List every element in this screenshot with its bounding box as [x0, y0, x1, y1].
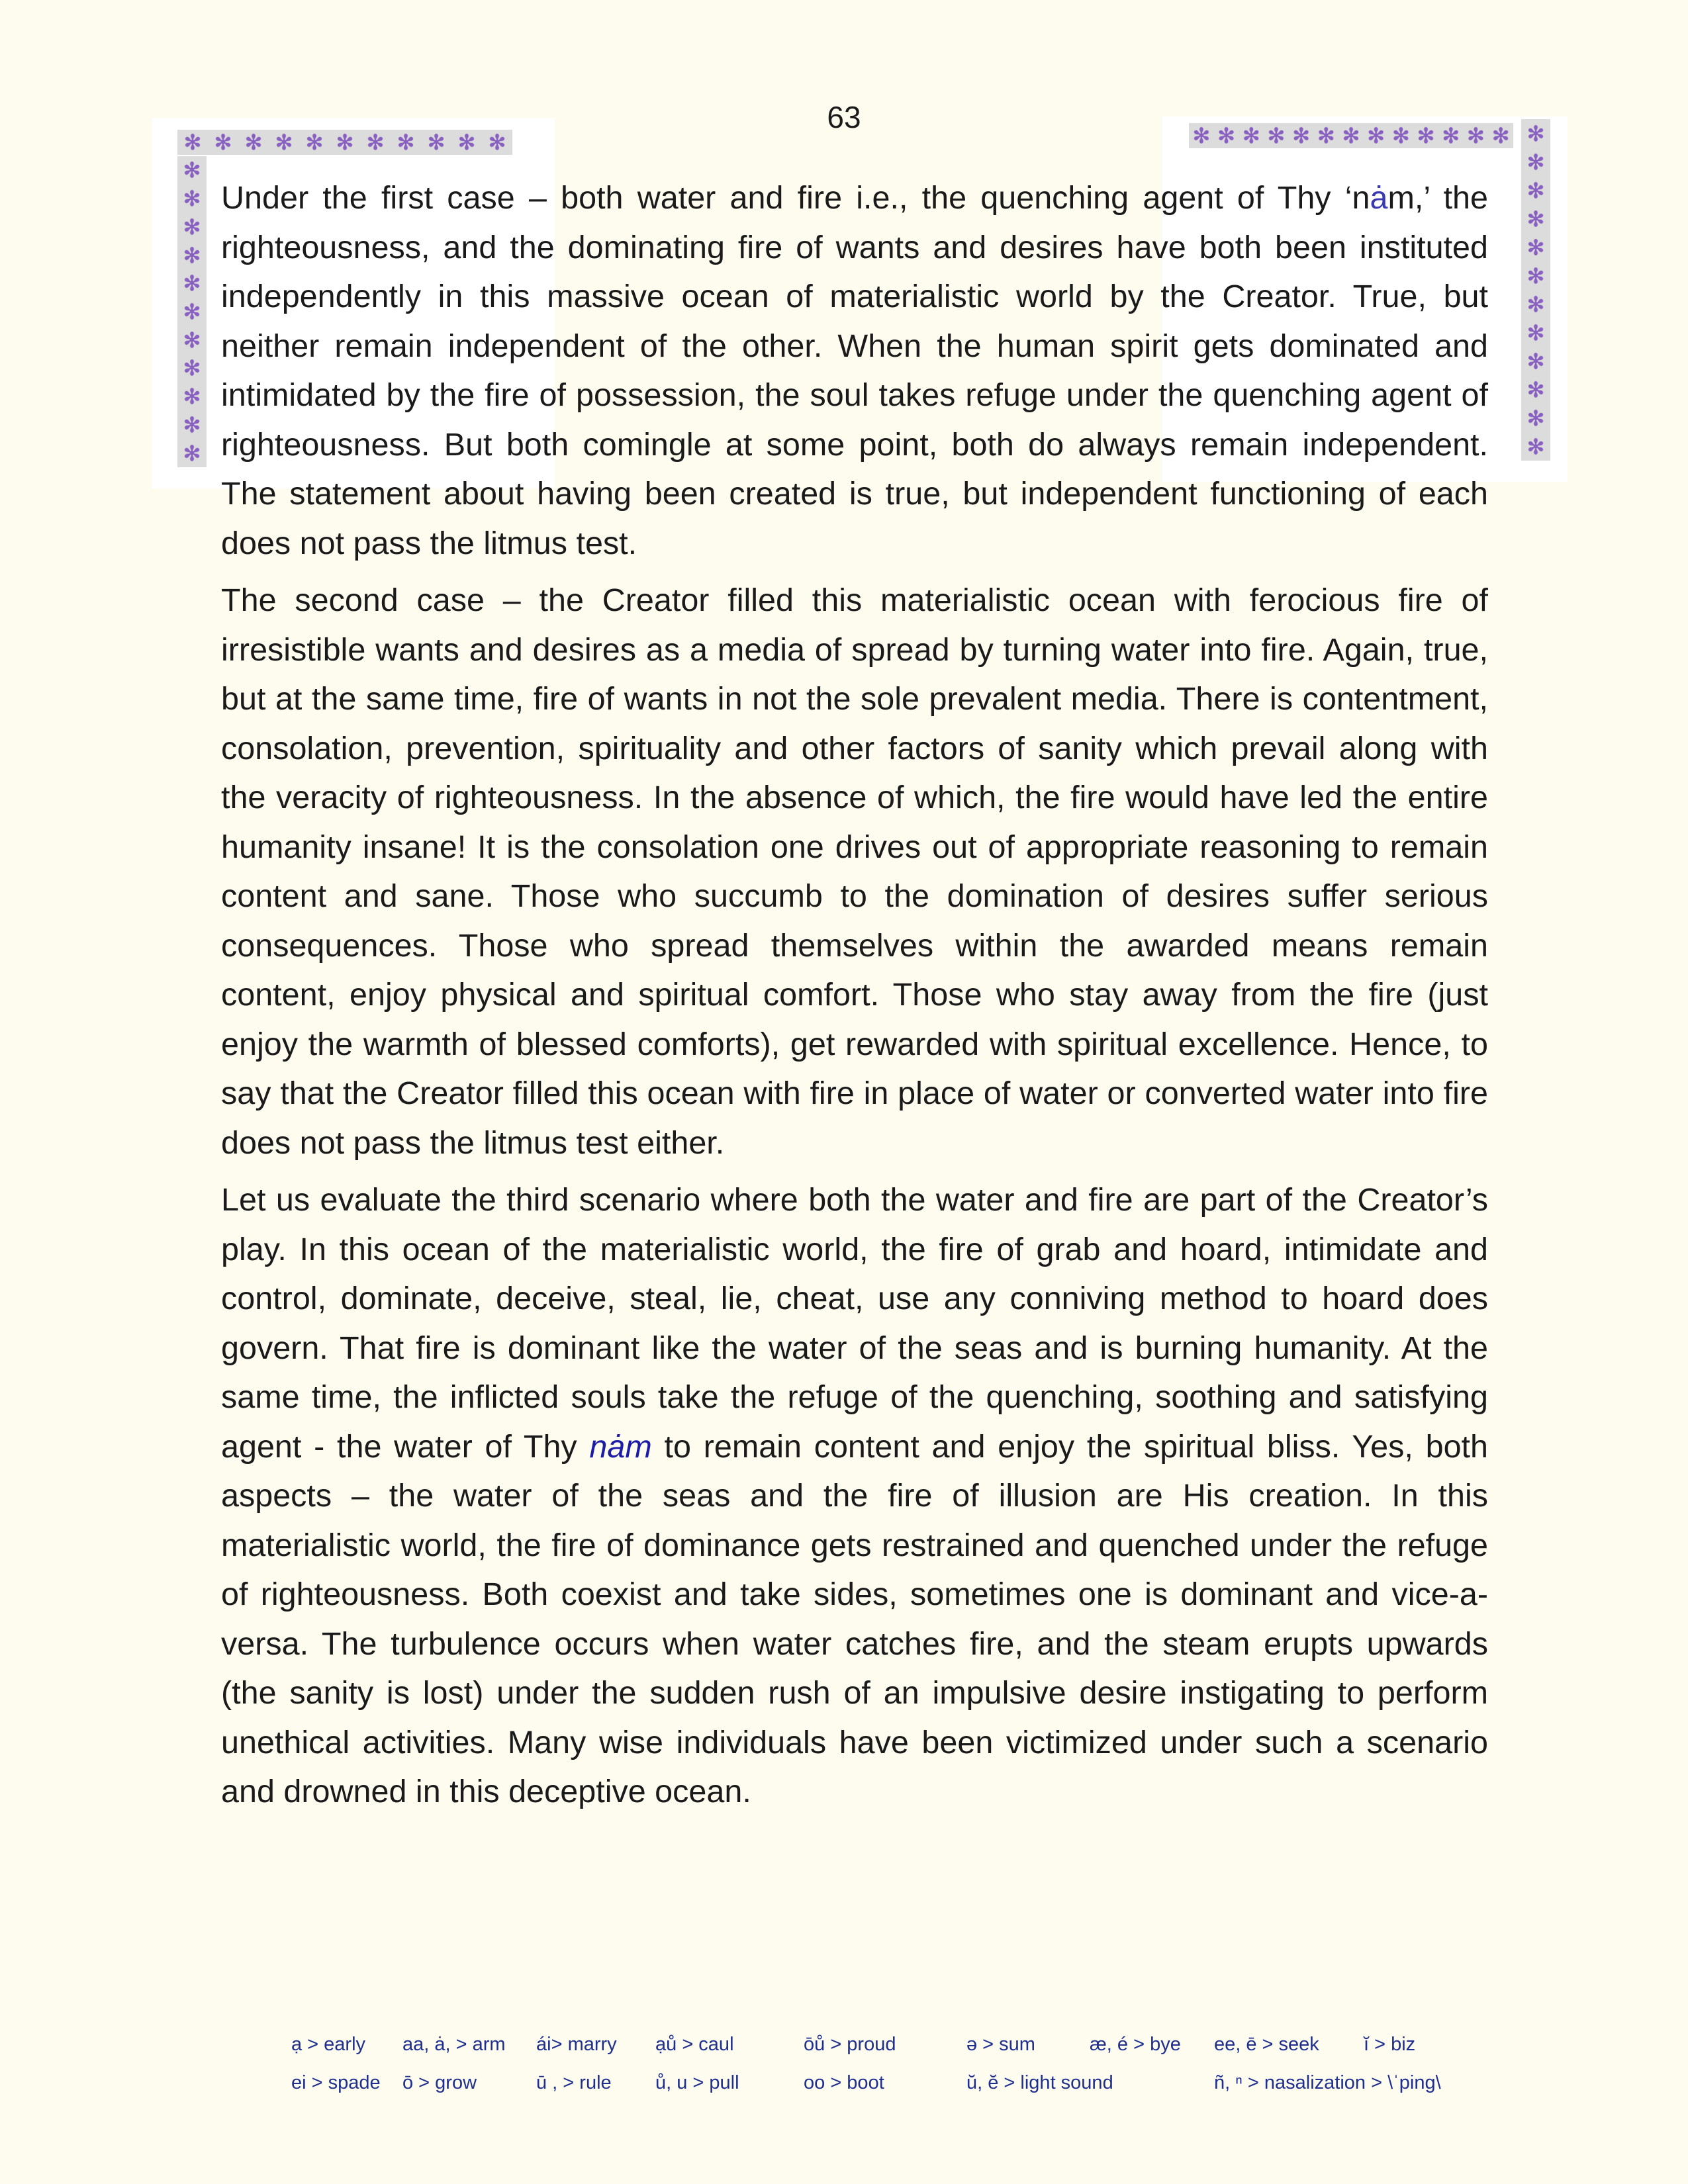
flower-ornament-icon: ✻	[1217, 123, 1235, 148]
flower-ornament-icon: ✻	[183, 384, 201, 410]
nam-term: nȧm	[589, 1428, 652, 1465]
flower-ornament-icon: ✻	[1242, 123, 1260, 148]
flower-ornament-icon: ✻	[183, 242, 201, 268]
legend-item: ei > spade	[291, 2071, 381, 2093]
flower-ornament-icon: ✻	[183, 271, 201, 296]
flower-ornament-icon: ✻	[183, 355, 201, 381]
legend-item: ōů > proud	[804, 2033, 896, 2055]
flower-ornament-icon: ✻	[1526, 433, 1545, 459]
flower-ornament-icon: ✻	[1526, 320, 1545, 345]
flower-ornament-icon: ✻	[366, 130, 385, 155]
legend-item: ō > grow	[402, 2071, 477, 2093]
paragraph-text: Let us evaluate the third scenario where both the water and fire are part of the Creator’s play. In this ocean of the materialistic world, the fire of grab and hoard, intimidate and control, dominate, deceive, steal, lie, cheat, use any conniving method to hoard does govern. That fire is dominant like the water of the seas and is burning humanity. At the same time, the inflicted souls take the refuge of the quenching, soothing and satisfying agent - the water of Thy	[221, 1182, 1488, 1465]
flower-ornament-icon: ✻	[1342, 123, 1360, 148]
legend-item: æ, é > bye	[1090, 2033, 1181, 2055]
flower-ornament-icon: ✻	[1192, 123, 1211, 148]
legend-item: ĭ > biz	[1364, 2033, 1416, 2055]
legend-row-2	[291, 2064, 1483, 2102]
flower-ornament-icon: ✻	[1467, 123, 1485, 148]
legend-item: ạ > early	[291, 2033, 366, 2055]
flower-ornament-icon: ✻	[1417, 123, 1435, 148]
legend-item: ee, ē > seek	[1214, 2033, 1319, 2055]
flower-ornament-icon: ✻	[1391, 123, 1410, 148]
legend-item: ŭ, ĕ > light sound	[966, 2071, 1113, 2093]
legend-item: ạů > caul	[655, 2033, 734, 2055]
accented-letter: ȧ	[1370, 180, 1388, 216]
flower-ornament-icon: ✻	[183, 412, 201, 437]
flower-ornament-icon: ✻	[427, 130, 445, 155]
legend-item: ū , > rule	[536, 2071, 612, 2093]
paragraph-third-scenario	[221, 1175, 1488, 1817]
flower-ornament-icon: ✻	[1526, 263, 1545, 289]
flower-ornament-icon: ✻	[488, 130, 506, 155]
flower-ornament-icon: ✻	[183, 158, 201, 183]
flower-ornament-icon: ✻	[336, 130, 354, 155]
paragraph-first-case	[221, 173, 1488, 568]
flower-ornament-icon: ✻	[1526, 234, 1545, 260]
body-text	[221, 173, 1488, 1825]
flower-ornament-icon: ✻	[275, 130, 293, 155]
flower-ornament-icon: ✻	[1267, 123, 1286, 148]
flower-ornament-icon: ✻	[1526, 405, 1545, 431]
flower-ornament-icon: ✻	[183, 327, 201, 353]
pronunciation-legend	[291, 2025, 1483, 2102]
flower-ornament-icon: ✻	[183, 130, 202, 155]
legend-item: oo > boot	[804, 2071, 884, 2093]
flower-ornament-icon: ✻	[1526, 177, 1545, 203]
ornament-strip-right	[1521, 119, 1550, 461]
legend-row-1	[291, 2025, 1483, 2064]
paragraph-text: to remain content and enjoy the spiritual bliss. Yes, both aspects – the water of the seas and the fire of illusion are His creation. In this materialistic world, the fire of dominance gets restrained and quenched under the refuge of righteousness. Both coexist and take sides, sometimes one is dominant and vice-a-versa. The turbulence occurs when water catches fire, and the steam erupts upwards (the sanity is lost) under the sudden rush of an impulsive desire instigating to perform unethical activities. Many wise individuals have been victimized under such a scenario and drowned in this deceptive ocean.	[221, 1428, 1489, 1809]
legend-item: ů, u > pull	[655, 2071, 739, 2093]
flower-ornament-icon: ✻	[214, 130, 232, 155]
flower-ornament-icon: ✻	[1292, 123, 1310, 148]
flower-ornament-icon: ✻	[183, 298, 201, 324]
flower-ornament-icon: ✻	[1526, 291, 1545, 317]
flower-ornament-icon: ✻	[1526, 377, 1545, 402]
flower-ornament-icon: ✻	[1491, 123, 1510, 148]
flower-ornament-icon: ✻	[1526, 348, 1545, 374]
flower-ornament-icon: ✻	[305, 130, 324, 155]
flower-ornament-icon: ✻	[1526, 206, 1545, 232]
legend-item: ái> marry	[536, 2033, 617, 2055]
ornament-strip-top-right	[1189, 123, 1513, 148]
flower-ornament-icon: ✻	[1526, 149, 1545, 175]
legend-item: ñ, ⁿ > nasalization > \ˈping\	[1214, 2071, 1441, 2093]
flower-ornament-icon: ✻	[457, 130, 476, 155]
flower-ornament-icon: ✻	[1317, 123, 1335, 148]
ornament-strip-top-left	[177, 130, 512, 155]
ornament-strip-left	[177, 156, 207, 467]
paragraph-second-case: The second case – the Creator filled this materialistic ocean with ferocious fire of irresistible wants and desires as a media of spread by turning water into fire. Again, true, but at the same time, fire of wants in not the sole prevalent media. There is contentment, consolation, prevention, spirituality and other factors of sanity which prevail along with the veracity of righteousness. In the absence of which, the fire would have led the entire humanity insane! It is the consolation one drives out of appropriate reasoning to remain content and sane. Those who succumb to the domination of desires suffer serious consequences. Those who spread themselves within the awarded means remain content, enjoy physical and spiritual comfort. Those who stay away from the fire (just enjoy the warmth of blessed comforts), get rewarded with spiritual excellence. Hence, to say that the Creator filled this ocean with fire in place of water or converted water into fire does not pass the litmus test either.	[221, 582, 1488, 1161]
flower-ornament-icon: ✻	[1442, 123, 1460, 148]
flower-ornament-icon: ✻	[183, 214, 201, 240]
flower-ornament-icon: ✻	[1367, 123, 1385, 148]
legend-item: aa, ȧ, > arm	[402, 2033, 506, 2055]
flower-ornament-icon: ✻	[183, 186, 201, 212]
flower-ornament-icon: ✻	[1526, 120, 1545, 146]
flower-ornament-icon: ✻	[397, 130, 415, 155]
flower-ornament-icon: ✻	[183, 440, 201, 466]
paragraph-text: m,’ the righteousness, and the dominating fire of wants and desires have both been instituted independently in this massive ocean of materialistic world by the Creator. True, but neither remain independent of the other. When the human spirit gets dominated and intimidated by the fire of possession, the soul takes refuge under the quenching agent of righteousness. But both comingle at some point, both do always remain independent. The statement about having been created is true, but independent functioning of each does not pass the litmus test.	[221, 180, 1489, 561]
flower-ornament-icon: ✻	[244, 130, 263, 155]
page-number: 63	[827, 100, 861, 134]
legend-item: ə > sum	[966, 2033, 1035, 2055]
paragraph-text: Under the first case – both water and fire i.e., the quenching agent of Thy ‘n	[221, 180, 1370, 216]
